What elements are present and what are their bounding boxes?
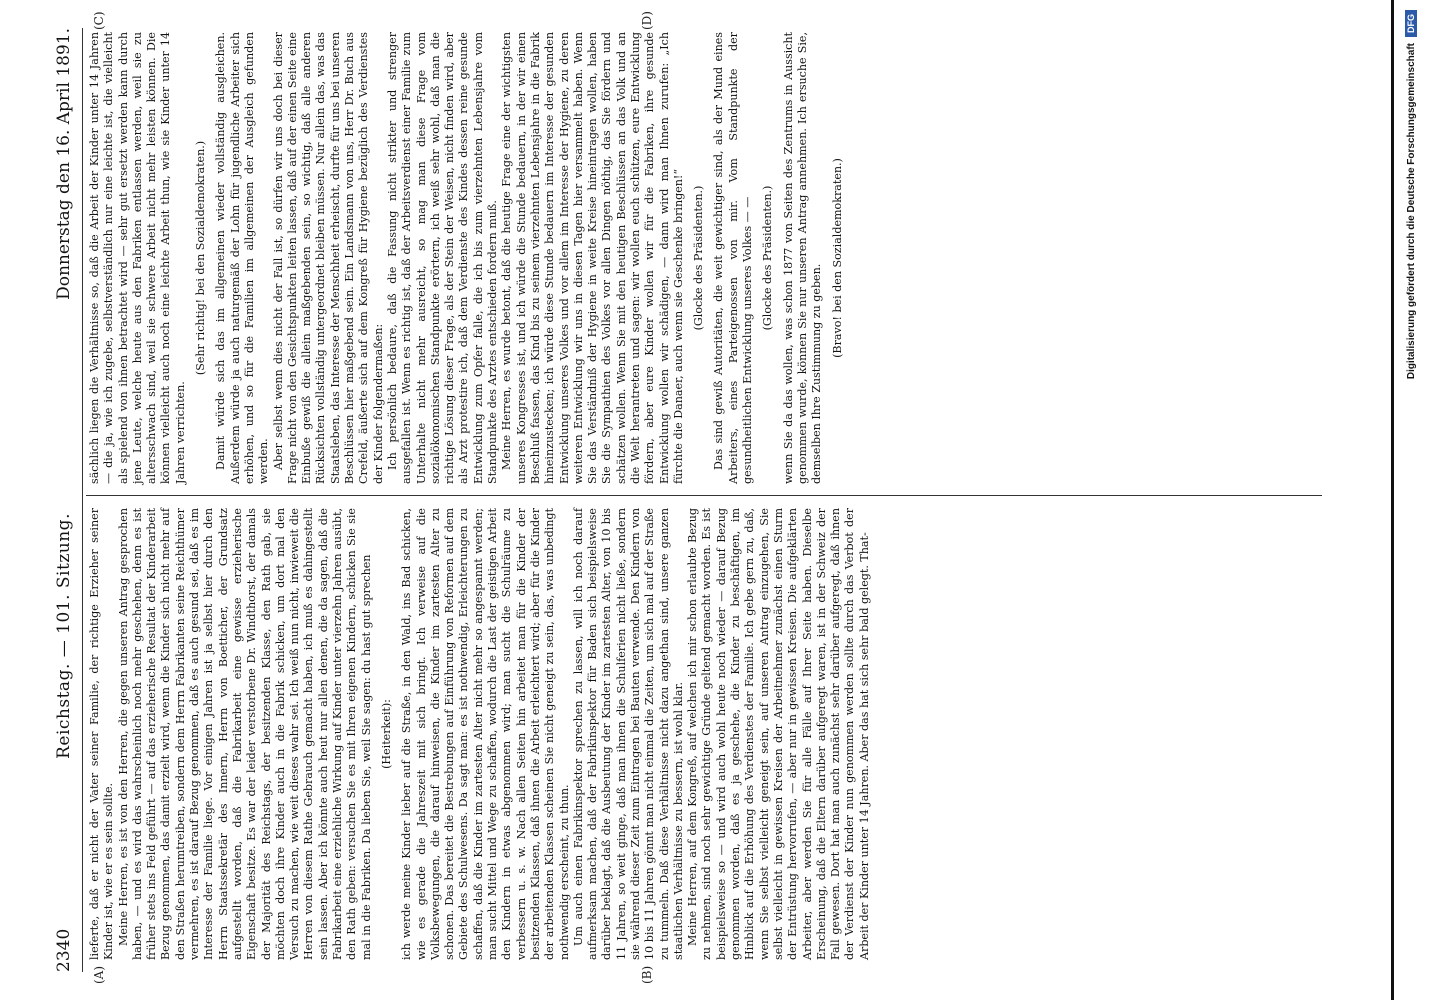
- interjection: (Heiterkeit):: [379, 699, 393, 769]
- text-column-right: [88, 32, 851, 484]
- page-header: [54, 28, 80, 972]
- text-column-left: [88, 508, 872, 960]
- paragraph: Ich persönlich bedaure, daß die Fassung nicht strikter und strenger ausgefallen ist. Wenn es richtig ist, daß der Arbeitsverdienst einer Familie zum Unterhalte nicht mehr ausreicht, so mag man diese Frage vom sozialökonomischen Standpunkte erörtern, ich weiß sehr wohl, daß man die richtige Lösung dieser Frage, als der Stein der Weisen, nicht finden wird, aber als Arzt protestire ich, daß dem Verdienste des Kindes dessen reine gesunde Entwicklung zum Opfer falle, die ich bis zum vierzehnten Lebensjahre vom Standpunkte des Arztes entschieden fordern muß.: [385, 32, 500, 484]
- paragraph: Aber selbst wenn dies nicht der Fall ist, so dürfen wir uns doch bei dieser Frage nicht von den Gesichtspunkten leiten lassen, daß auf der einen Seite eine Einbuße gewiß die allein maßgebenden sein, so wichtig, daß alle anderen Rücksichten vollständig untergeordnet bleiben müssen. Nur allein das, was das Staatsleben, das Interesse der Menschheit erheischt, durfte für uns bei unseren Beschlüssen hier maßgebend sein. Ein Landsmann von uns, Herr Dr. Buch aus Crefeld, äußerte sich auf dem Kongreß für Hygiene bezüglich des Verdienstes der Kinder folgendermaßen:: [271, 32, 385, 484]
- session-title: Reichstag. — 101. Sitzung.: [54, 513, 74, 759]
- paragraph: wenn Sie da das wollen, was schon 1877 von Seiten des Zentrums in Aussicht genommen wurde, können Sie nur unseren Antrag annehmen. Ich ersuche Sie, demselben Ihre Zustimmung zu geben.: [781, 32, 824, 484]
- margin-marker-c: (C): [92, 11, 106, 30]
- paragraph: Damit würde sich das im allgemeinen wieder vollständig ausgleichen. Außerdem würde ja auch naturgemäß der Lohn für jugendliche Arbeiter sich erhöhen, und so für die Familien im allgemeinen der Ausgleich gefunden werden.: [214, 32, 271, 484]
- paragraph: Meine Herren, es ist von den Herren, die gegen unseren Antrag gesprochen haben, — und es wird das wahrscheinlich noch mehr geschehen, denn es ist früher stets ins Feld geführt — auf das erzieherische Resultat der Kinderarbeit Bezug genommen, das damit erzielt wird, wenn die Kinder sich nicht mehr auf den Straßen herumtreiben, sondern dem Herrn Fabrikanten seine Reichthümer vermehren, es ist darauf Bezug genommen, daß es auch gesund sei, daß es im Interesse der Familie liege. Vor einigen Jahren ist ja selbst hier durch den Herrn Staatssekretär des Innern, Herrn von Boetticher, der Grundsatz aufgestellt worden, daß die Fabrikarbeit eine gewisse erzieherische Eigenschaft besitze. Es war der leider verstorbene Dr. Windthorst, der damals der Majorität des Reichstags, der besitzenden Klasse, den Rath gab, sie möchten doch ihre Kinder auch in die Fabrik schicken, um dort mal den Versuch zu machen, wie weit dieses wahr sei. Ich weiß nun nicht, inwieweit die Herren von diesem Rathe Gebrauch gemacht haben, ich muß es dahingestellt sein lassen. Aber ich könnte auch heut nur allen denen, die da sagen, daß die Fabrikarbeit eine erziehliche Wirkung auf Kinder unter vierzehn Jahren ausübt, den Rath geben: versuchen Sie es mit Ihren eigenen Kindern, schicken Sie sie mal in die Fabriken. Da lieben Sie, weil Sie sagen: du hast gut sprechen: [116, 508, 373, 960]
- column-divider: [86, 495, 1322, 496]
- interjection: (Bravo! bei den Sozialdemokraten.): [830, 158, 844, 358]
- paragraph: Das sind gewiß Autoritäten, die weit gewichtiger sind, als der Mund eines Arbeiters, eines Parteigenossen von mir. Vom Standpunkte der gesundheitlichen Entwicklung unseres Volkes — —: [712, 32, 755, 484]
- paragraph: Meine Herren, es wurde betont, daß die heutige Frage eine der wichtigsten unseres Kongresses ist, und ich würde die Stunde bedauern, in der wir einen Beschluß fassen, das Kind bis zu seinem vierzehnten Lebensjahre in die Fabrik hineinzustecken; ich würde diese Stunde bedauern im Interesse der gesunden Entwicklung unseres Volkes und vor allem im Interesse der Hygiene, zu deren weiteren Entwicklung wir uns in diesen Tagen hier versammelt haben. Wenn Sie das Verständniß der Hygiene in weite Kreise hineintragen wollen, haben Sie die Sympathien des Volkes vor allen Dingen nöthig, das Sie fördern und schätzen wollen. Wenn Sie mit den heutigen Beschlüssen an das Volk und an die Welt herantreten und sagen: wir wollen euch schützen, eure Entwicklung fördern, aber eure Kinder wollen wir für die Fabriken, ihre gesunde Entwicklung wollen wir schädigen, — dann wird man Ihnen zurufen: „Ich fürchte die Danaer, auch wenn sie Geschenke bringen!“: [500, 32, 685, 484]
- paragraph: Meine Herren, auf dem Kongreß, auf welchen ich mir schon erlaubte Bezug zu nehmen, sind noch sehr gewichtige Gründe geltend gemacht worden. Es ist beispielsweise so — und wird auch wohl heute noch wieder — darauf Bezug genommen worden, daß es ja geschehe, die Kinder zu beschäftigen, im Hinblick auf die Erhöhung des Verdienstes der Familie. Ich gebe gern zu, daß, wenn Sie selbst vielleicht geneigt sein, auf unseren Antrag einzugehen, Sie selbst vielleicht in gewissen Kreisen der Arbeitnehmer zunächst einen Sturm der Entrüstung hervorrufen, — aber nur in gewissen Kreisen. Die aufgeklärten Arbeiter, aber werden Sie für alle Fälle auf Ihrer Seite haben. Dieselbe Erscheinung, daß die Eltern darüber aufgeregt waren, ist in der Schweiz der Fall gewesen. Dort hat man auch zunächst sehr darüber aufgeregt, daß ihnen der Verdienst der Kinder nun genommen werden sollte durch das Verbot der Arbeit der Kinder unter 14 Jahren. Aber das hat sich sehr bald gelegt. That-: [686, 508, 871, 960]
- margin-marker-a: (A): [92, 965, 106, 984]
- margin-marker-d: (D): [640, 11, 654, 30]
- paragraph: sächlich liegen die Verhältnisse so, daß die Arbeit der Kinder unter 14 Jahren — die ja, wie ich zugebe, selbstverständlich nur eine leichte ist, die vielleicht als spielend von ihnen betrachtet wird — sehr gut ersetzt werden kann durch jene Leute, welche heute aus den Fabriken entlassen werden, weil sie zu altersschwach sind, weil sie schwere Arbeit nicht mehr leisten können. Die können vielleicht auch noch eine leichte Arbeit thun, wie sie Kinder unter 14 Jahren verrichten.: [88, 32, 187, 484]
- paragraph: lieferte, daß er nicht der Vater seiner Familie, der richtige Erzieher seiner Kinder ist, wie er es sein sollte.: [88, 508, 116, 960]
- header-rule: [82, 28, 83, 972]
- footer-text: Digitalisierung gefördert durch die Deutsche Forschungsgemeinschaft: [1405, 43, 1417, 380]
- margin-marker-b: (B): [640, 965, 654, 984]
- digitization-footer: [1391, 0, 1428, 1000]
- paragraph: ich werde meine Kinder lieber auf die Straße, in den Wald, ins Bad schicken, wie es gerade die Jahreszeit mit sich bringt. Ich verweise auf die Volksbewegungen, die darauf hinweisen, die Kinder im zartesten Alter zu schonen. Das bereitet die Bestrebungen auf Einführung von Reformen auf dem Gebiete des Schulwesens. Da sagt man: es ist nothwendig, Erleichterungen zu schaffen, daß die Kinder im zartesten Alter nicht mehr so angespannt werden; man sucht Mittel und Wege zu schaffen, wodurch die Last der geistigen Arbeit den Kindern in etwas abgenommen wird; man sucht die Schulräume zu verbessern u. s. w. Nach allen Seiten hin arbeitet man für die Kinder der besitzenden Klassen, daß ihnen die Arbeit erleichtert wird; aber für die Kinder der arbeitenden Klassen scheinen Sie nicht geneigt zu sein, das, was unbedingt nothwendig erscheint, zu thun.: [400, 508, 571, 960]
- interjection: (Sehr richtig! bei den Sozialdemokraten.): [194, 140, 208, 376]
- interjection: (Glocke des Präsidenten.): [692, 185, 706, 331]
- session-date: Donnerstag den 16. April 1891.: [54, 28, 74, 300]
- interjection: (Glocke des Präsidenten.): [761, 185, 775, 331]
- dfg-logo: DFG: [1405, 10, 1417, 37]
- page-number: 2340: [54, 928, 74, 972]
- paragraph: Um auch einen Fabrikinspektor sprechen zu lassen, will ich noch darauf aufmerksam machen, daß der Fabrikinspektor für Baden sich beispielsweise darüber beklagt, daß die Ausbeutung der Kinder im zartesten Alter, von 10 bis 11 Jahren, so weit ginge, daß man ihnen die Schulferien nicht ließe, sondern sie während dieser Zeit zum Eintragen bei Bauten verwende. Den Kindern von 10 bis 11 Jahren gönnt man nicht einmal die Zeiten, um sich mal auf der Straße zu tummeln. Daß diese Verhältnisse nicht dazu angethan sind, unsere ganzen staatlichen Verhältnisse zu bessern, ist wohl klar.: [571, 508, 685, 960]
